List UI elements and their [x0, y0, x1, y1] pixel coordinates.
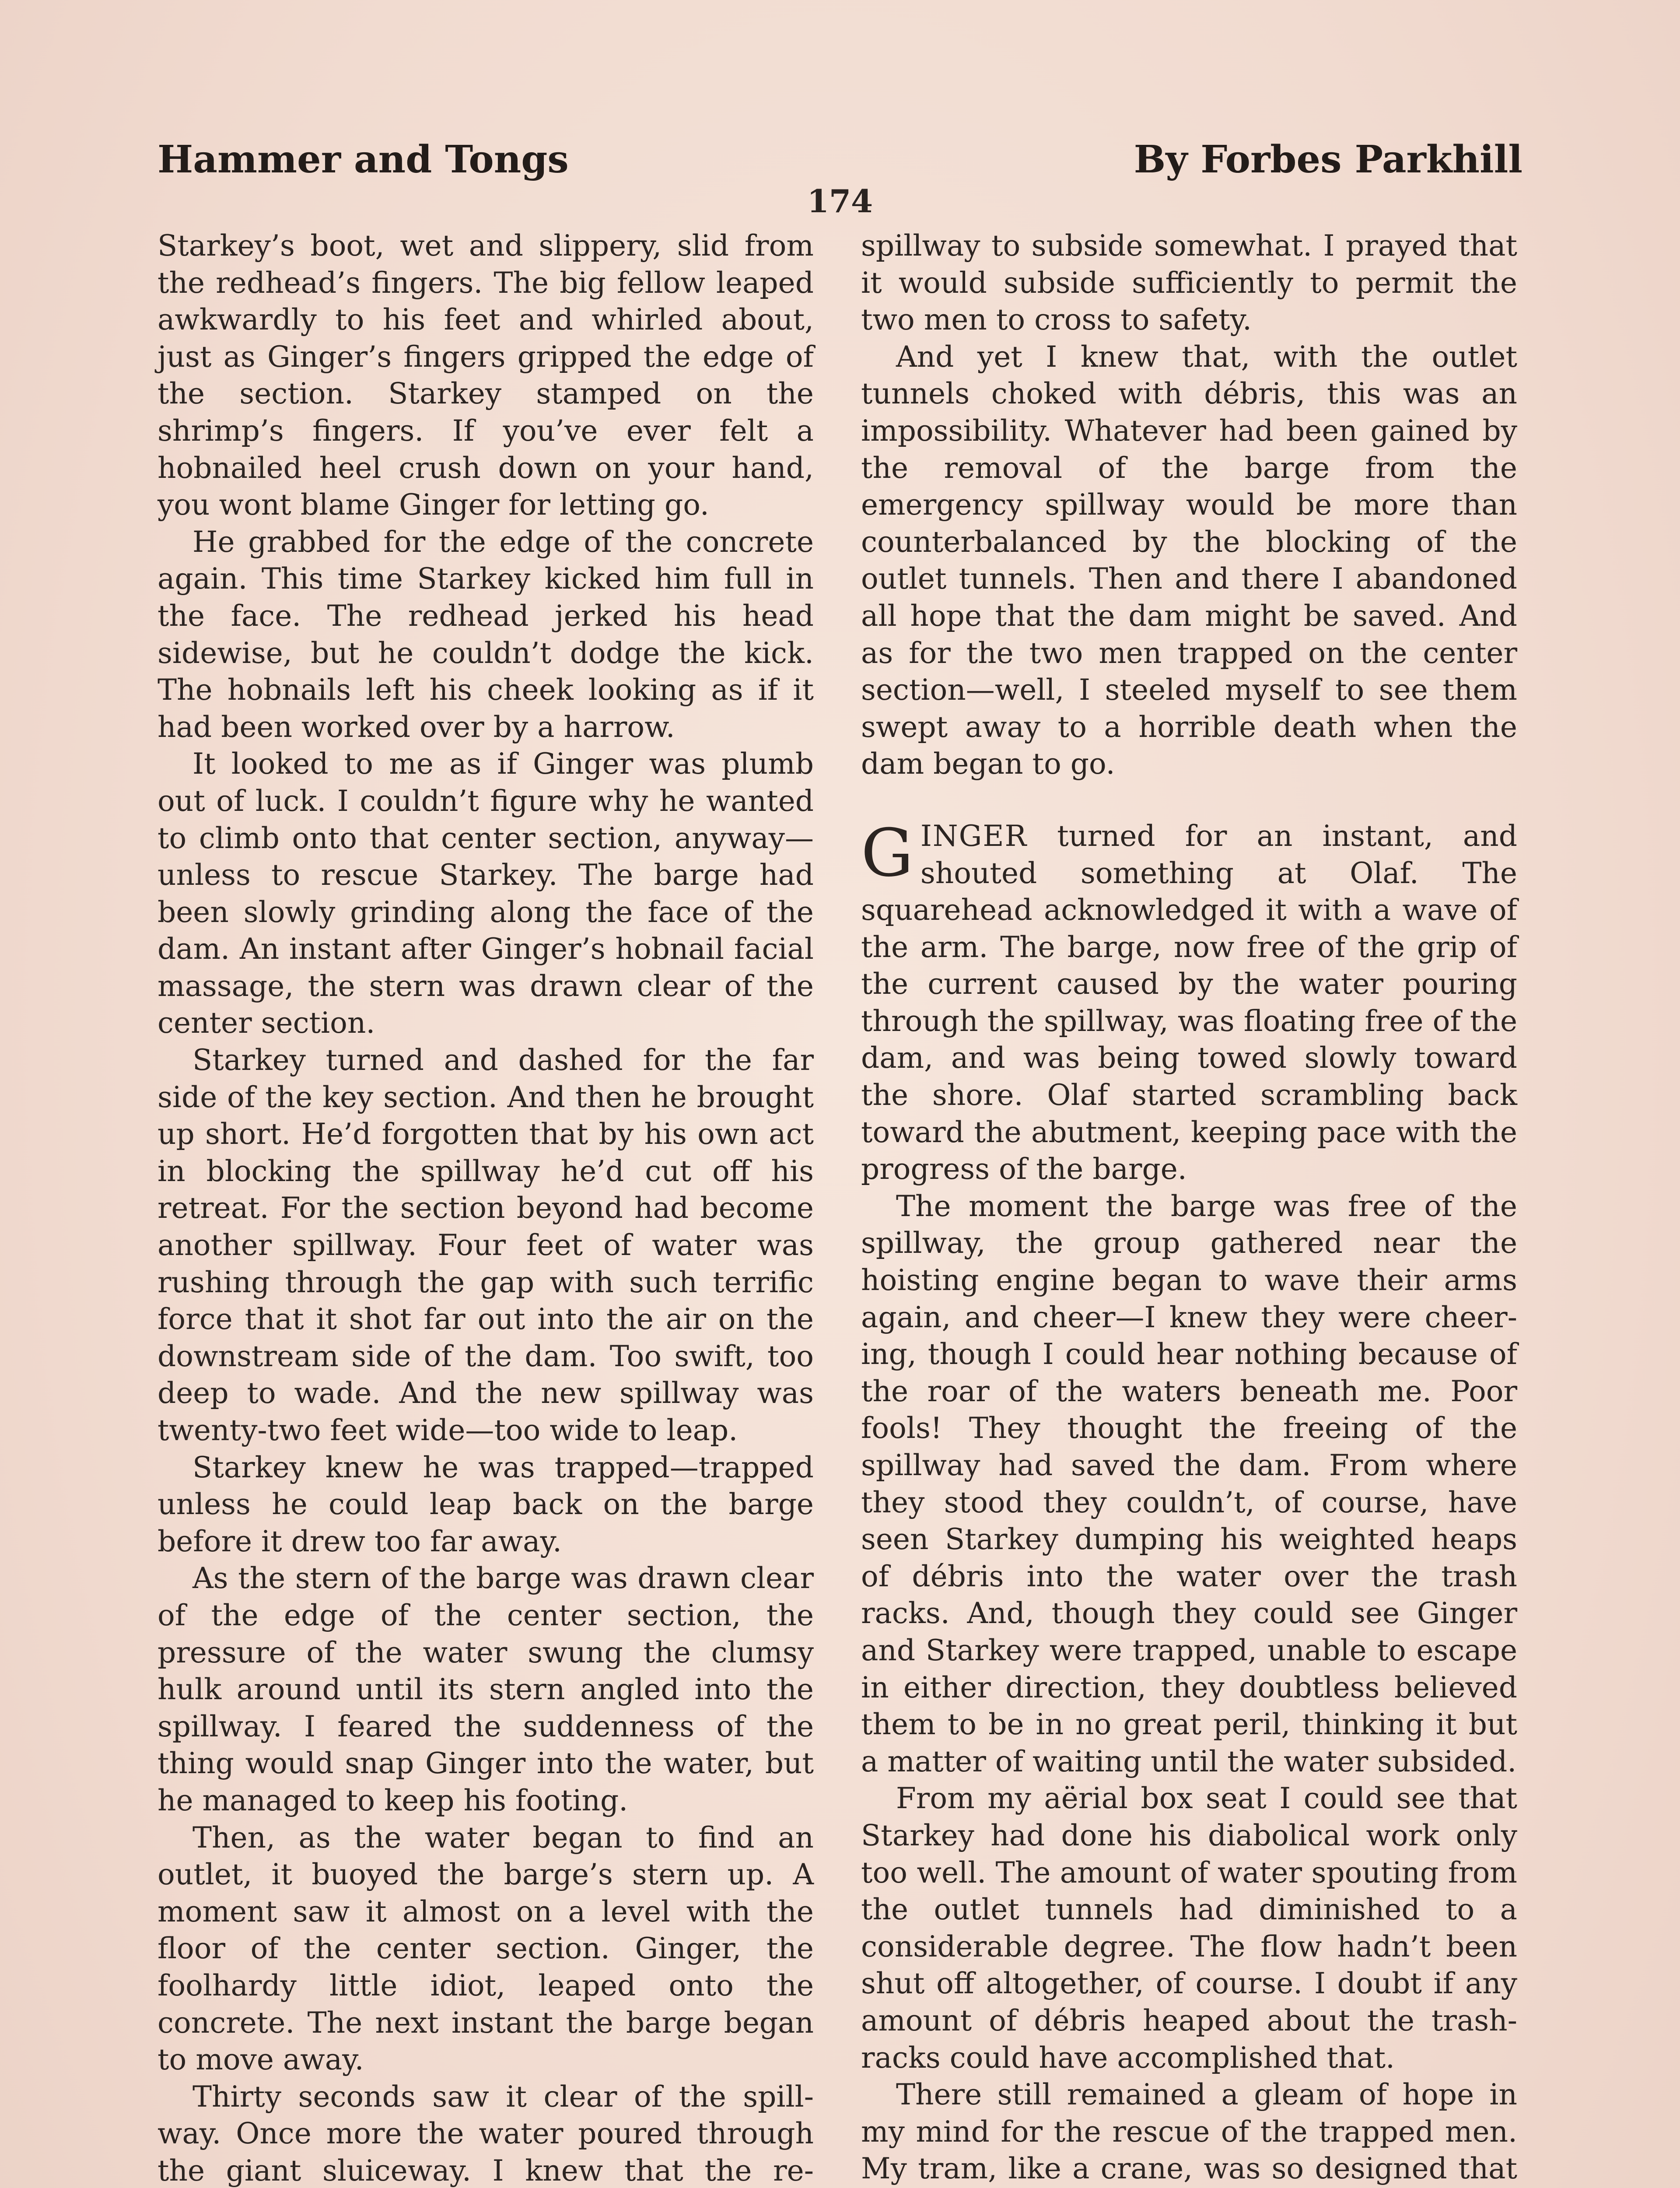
paragraph: As the stern of the barge was drawn clear of the edge of the center section, the pressure of the water swung the clumsy hulk around until its stern angled into the spillway. I feared the suddenness of the thing would snap Ginger into the water, but he managed to keep his footing.: [158, 1561, 814, 1817]
story-title: Hammer and Tongs: [158, 137, 569, 182]
paragraph: There still remained a gleam of hope in my mind for the rescue of the trapped men. My tram, like a crane, was so designed that: [861, 2078, 1517, 2186]
paragraph: He grabbed for the edge of the concrete again. This time Starkey kicked him full in the face. The redhead jerked his head sidewise, but he couldn’t dodge the kick. The hobnails left his cheek looking as if it had been worked over by a harrow.: [158, 525, 814, 744]
drop-cap: G: [861, 815, 914, 891]
paragraph: Starkey turned and dashed for the far side of the key section. And then he brought up short. He’d forgotten that by his own act in blocking the spillway he’d cut off his retreat. For the section beyond had become another spillway. Four feet of water was rushing through the gap with such terrific force that it shot far out into the air on the downstream side of the dam. Too swift, too deep to wade. And the new spillway was twenty-two feet wide—too wide to leap.: [158, 1043, 814, 1447]
paragraph: Thirty seconds saw it clear of the spillway. Once more the water poured through the giant sluiceway. I knew that the re: [158, 2079, 814, 2188]
paragraph: Starkey’s boot, wet and slippery, slid from the redhead’s fingers. The big fellow leaped awkwardly to his feet and whirled about, just as Ginger’s fingers gripped the edge of the section. Starkey stamped on the shrimp’s fingers. If you’ve ever felt a hobnailed heel crush down on your hand, you wont blame Ginger for letting go.: [158, 229, 814, 522]
section-break: [861, 783, 1517, 818]
left-column: [158, 228, 814, 2188]
paragraph: Then, as the water began to find an outlet, it buoyed the barge’s stern up. A moment saw it almost on a level with the floor of the center section. Ginger, the foolhardy little idiot, leaped onto the concrete. The next instant the barge began to move away.: [158, 1820, 814, 2077]
paragraph: spillway to subside somewhat. I prayed that it would subside sufficiently to permit the two men to cross to safety.: [861, 229, 1517, 337]
paragraph: From my aërial box seat I could see that Starkey had done his diabolical work only too well. The amount of water spouting from the outlet tunnels had diminished to a considerable degree. The flow hadn’t been shut off altogether, of course. I doubt if any amount of débris heaped about the trash-racks could have accomplished that.: [861, 1781, 1517, 2075]
page-number: 174: [807, 182, 873, 220]
small-caps-lead: INGER: [920, 819, 1028, 853]
paragraph: The moment the barge was free of the spillway, the group gathered near the hoisting engine began to wave their arms again, and cheer—I knew they were cheering, though I could hear nothing because of the roar of the waters beneath me. Poor fools! They thought the freeing of the spillway had saved the dam. From where they stood they couldn’t, of course, have seen Starkey dumping his weighted heaps of débris into the water over the trash racks. And, though they could see Ginger and Starkey were trapped, unable to escape in either direction, they doubtless believed them to be in no great peril, thinking it but a matter of waiting until the water subsided.: [861, 1189, 1517, 1778]
paragraph: And yet I knew that, with the outlet tunnels choked with débris, this was an impossibility. Whatever had been gained by the removal of the barge from the emergency spillway would be more than counterbalanced by the blocking of the outlet tunnels. Then and there I abandoned all hope that the dam might be saved. And as for the two men trapped on the center section—well, I steeled myself to see them swept away to a horrible death when the dam began to go.: [861, 340, 1517, 781]
right-column: [861, 228, 1517, 2188]
story-author: By Forbes Parkhill: [1134, 137, 1522, 182]
paragraph: It looked to me as if Ginger was plumb out of luck. I couldn’t figure why he wanted to climb onto that center section, anyway—unless to rescue Starkey. The barge had been slowly grinding along the face of the dam. An instant after Ginger’s hobnail facial massage, the stern was drawn clear of the center section.: [158, 747, 814, 1040]
dropcap-paragraph-text: turned for an instant, and shouted something at Olaf. The squarehead acknowledged it with a wave of the arm. The barge, now free of the grip of the current caused by the water pouring through the spillway, was floating free of the dam, and was being towed slowly toward the shore. Olaf started scrambling back toward the abutment, keeping pace with the progress of the barge.: [861, 819, 1517, 1186]
dropcap-paragraph: [861, 815, 1517, 1188]
paragraph: Starkey knew he was trapped—trapped unless he could leap back on the barge before it drew too far away.: [158, 1450, 814, 1558]
